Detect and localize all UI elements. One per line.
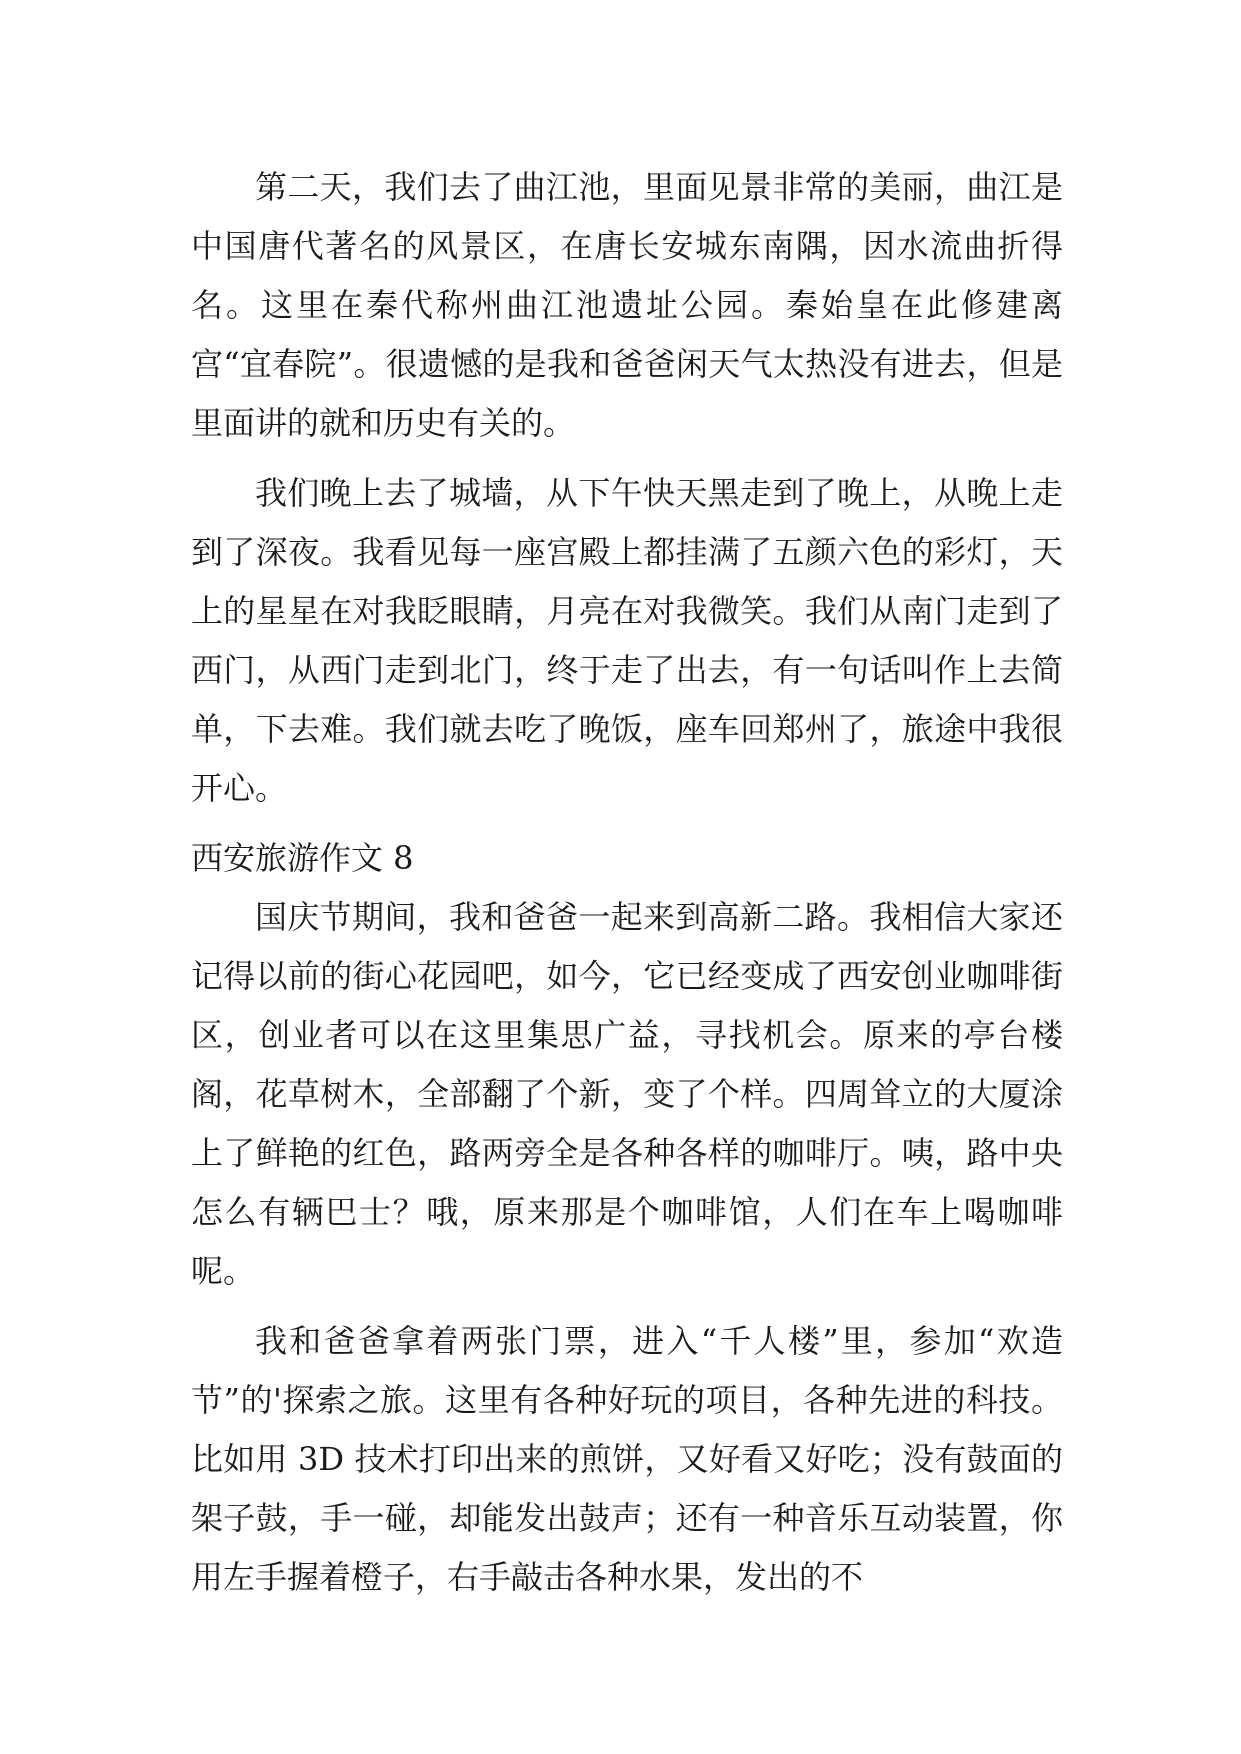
paragraph-exploration: 我和爸爸拿着两张门票，进入“千人楼”里，参加“欢造节”的'探索之旅。这里有各种好玩的项目，各种先进的科技。比如用 3D 技术打印出来的煎饼，又好看又好吃；没有鼓面的架子鼓，手一碰，却能发出鼓声；还有一种音乐互动装置，你用左手握着橙子，右手敲击各种水果，发出的不: [191, 1322, 1063, 1596]
paragraph-city-wall: 我们晚上去了城墙，从下午快天黑走到了晚上，从晚上走到了深夜。我看见每一座宫殿上都挂满了五颜六色的彩灯，天上的星星在对我眨眼睛，月亮在对我微笑。我们从南门走到了西门，从西门走到北门，终于走了出去，有一句话叫作上去简单，下去难。我们就去吃了晚饭，座车回郑州了，旅途中我很开心。: [191, 474, 1063, 807]
document-body: [191, 158, 1063, 1618]
paragraph-qujiang: 第二天，我们去了曲江池，里面见景非常的美丽，曲江是中国唐代著名的风景区，在唐长安城东南隅，因水流曲折得名。这里在秦代称州曲江池遗址公园。秦始皇在此修建离宫“宜春院”。很遗憾的是我和爸爸闲天气太热没有进去，但是里面讲的就和历史有关的。: [191, 168, 1063, 442]
paragraph-national-day: 国庆节期间，我和爸爸一起来到高新二路。我相信大家还记得以前的街心花园吧，如今，它已经变成了西安创业咖啡街区，创业者可以在这里集思广益，寻找机会。原来的亭台楼阁，花草树木，全部翻了个新，变了个样。四周耸立的大厦涂上了鲜艳的红色，路两旁全是各种各样的咖啡厅。咦，路中央怎么有辆巴士？哦，原来那是个咖啡馆，人们在车上喝咖啡呢。: [191, 898, 1063, 1290]
section-title: 西安旅游作文 8: [191, 839, 414, 877]
